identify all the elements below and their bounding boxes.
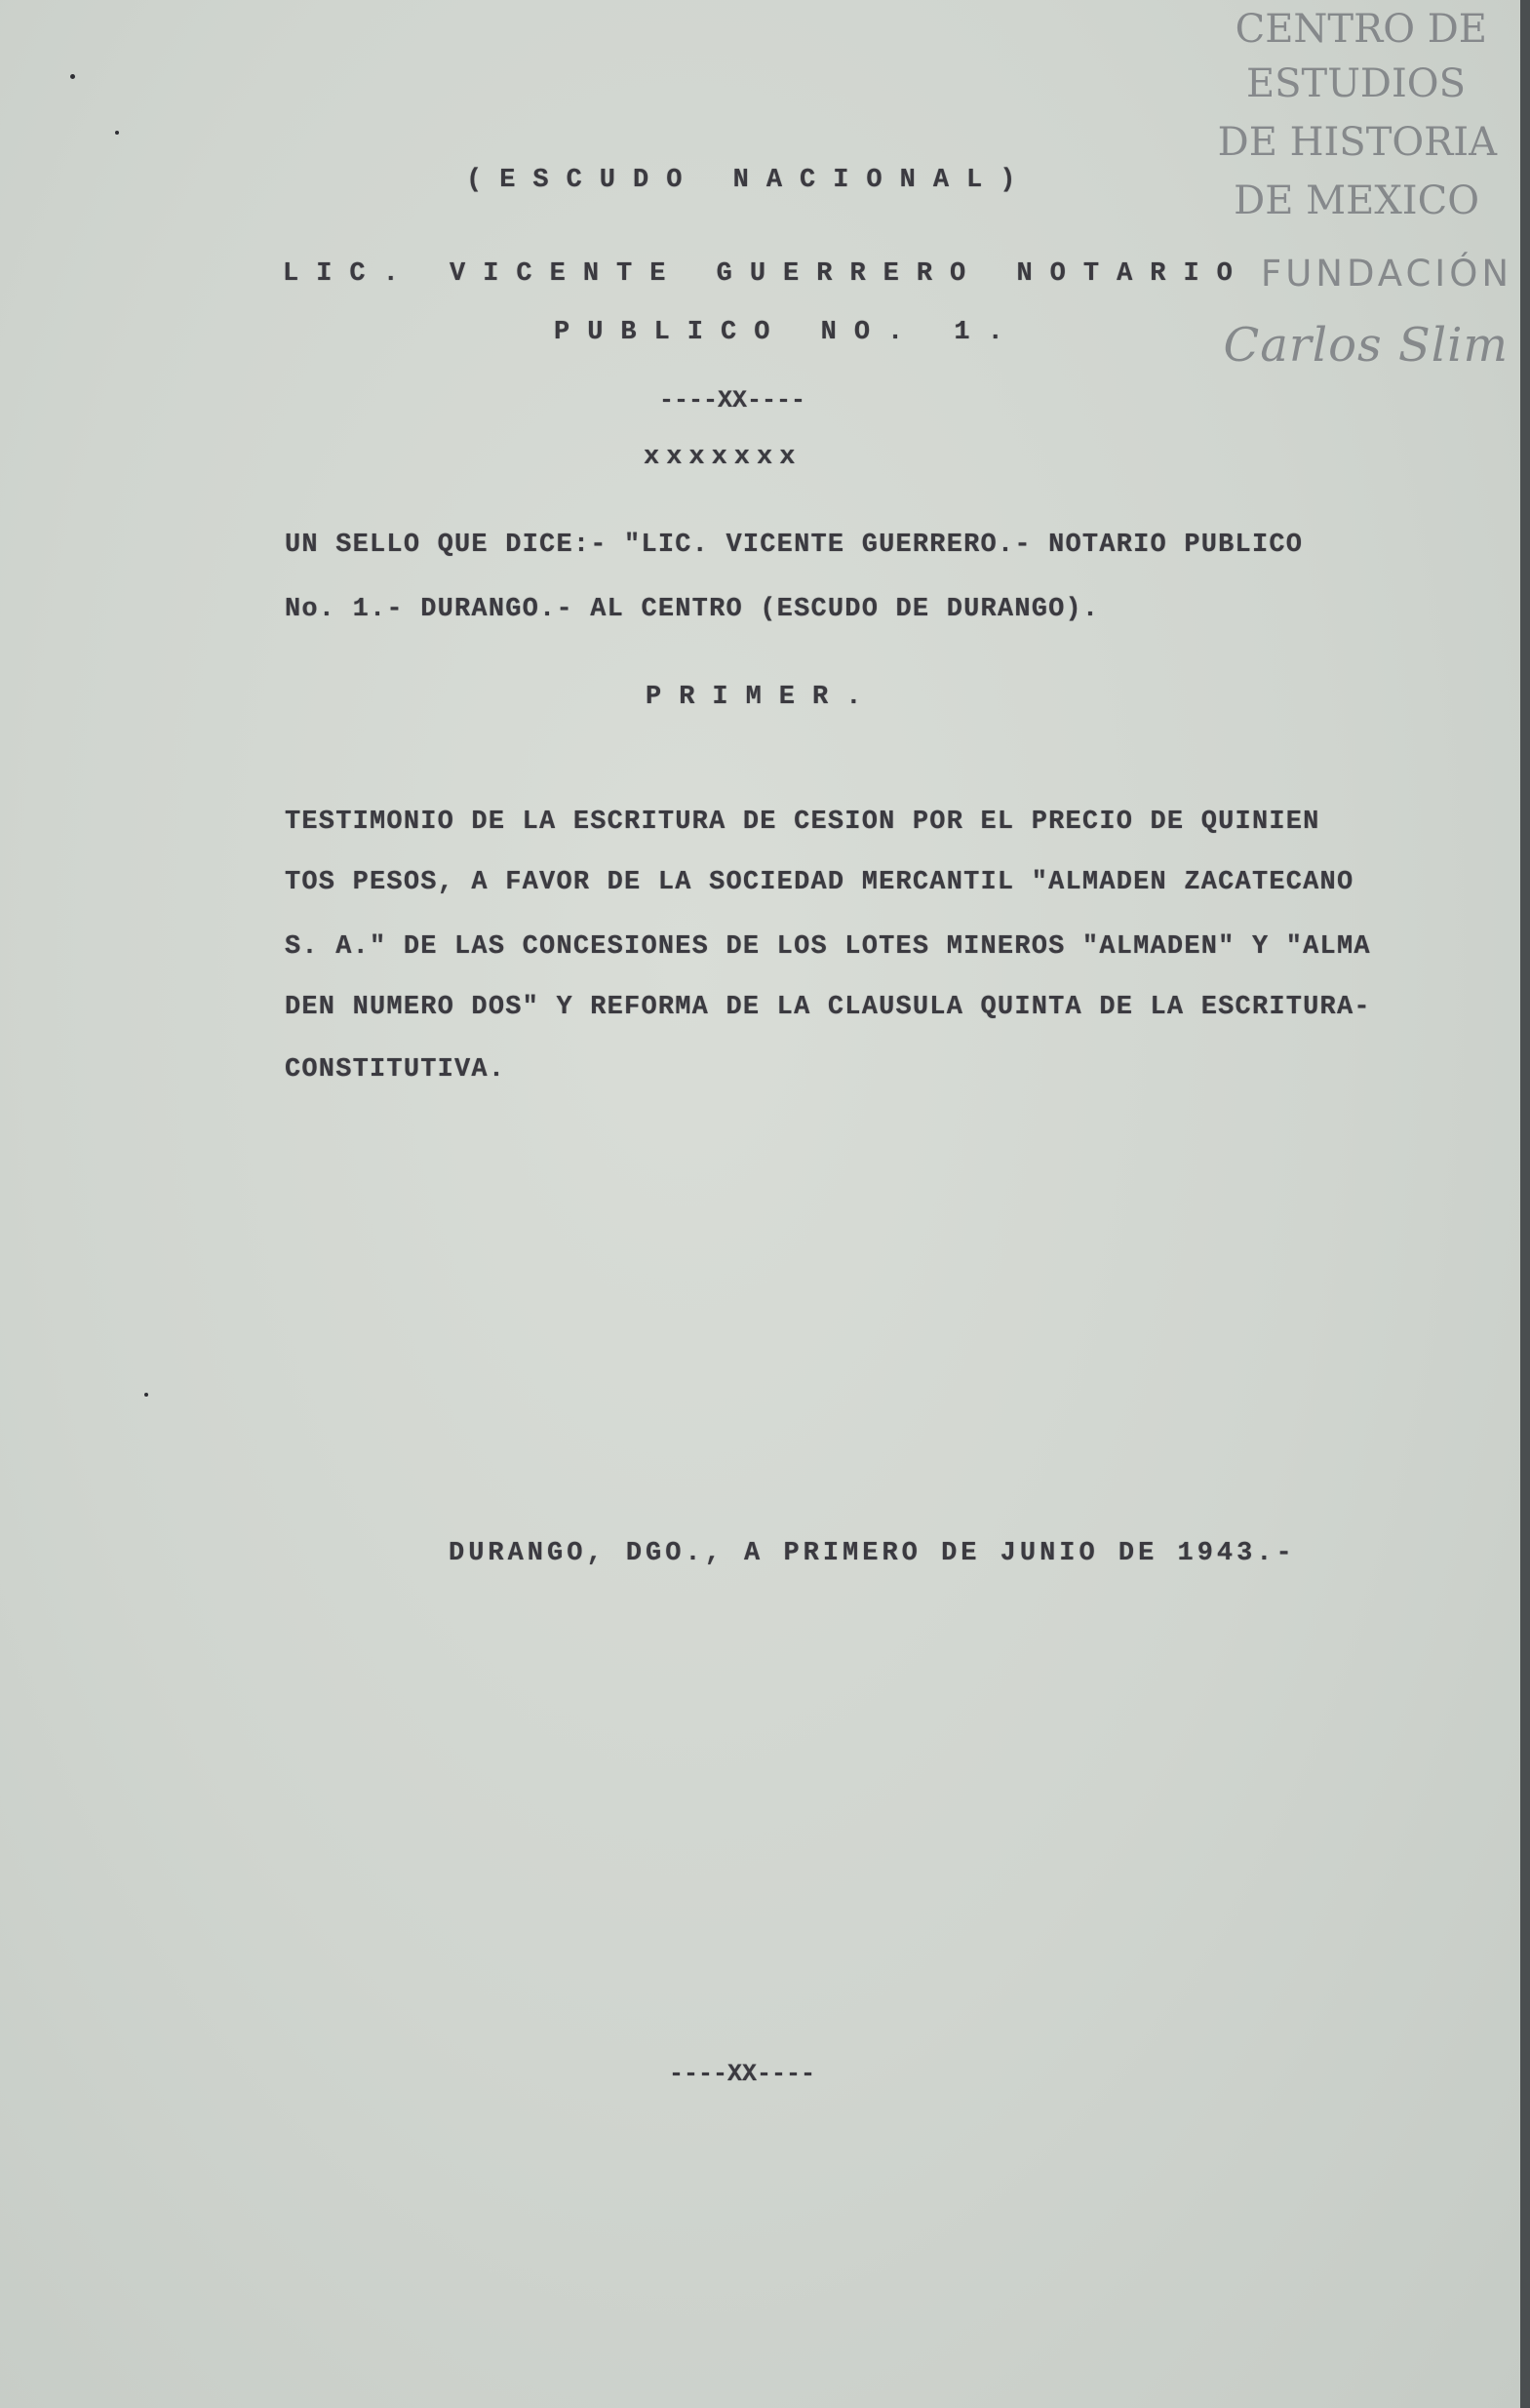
separator-top: ----XX---- [659, 386, 806, 414]
place-and-date: DURANGO, DGO., A PRIMERO DE JUNIO DE 1943.- [449, 1539, 1296, 1568]
watermark-line: DE HISTORIA [1217, 120, 1497, 165]
header-notary-number: PUBLICO NO. 1. [554, 318, 1021, 347]
institution-watermark [1156, 0, 1526, 390]
watermark-line: FUNDACIÓN [1260, 253, 1512, 295]
ink-speck [70, 74, 75, 79]
seal-description-line: UN SELLO QUE DICE:- "LIC. VICENTE GUERRERO.- NOTARIO PUBLICO [285, 531, 1304, 560]
seal-description-line: No. 1.- DURANGO.- AL CENTRO (ESCUDO DE DURANGO). [285, 595, 1100, 624]
body-line: TESTIMONIO DE LA ESCRITURA DE CESION POR EL PRECIO DE QUINIEN [285, 808, 1320, 837]
body-line: S. A." DE LAS CONCESIONES DE LOS LOTES MINEROS "ALMADEN" Y "ALMA [285, 932, 1371, 962]
struck-out-text: xxxxxxx [644, 443, 803, 472]
watermark-line: CENTRO DE [1235, 7, 1487, 52]
watermark-line: ESTUDIOS [1245, 61, 1466, 106]
header-escudo: (ESCUDO NACIONAL) [466, 166, 1034, 195]
separator-bottom: ----XX---- [669, 2060, 816, 2088]
header-notary-name: LIC. VICENTE GUERRERO NOTARIO [283, 259, 1250, 289]
body-line: TOS PESOS, A FAVOR DE LA SOCIEDAD MERCANTIL "ALMADEN ZACATECANO [285, 868, 1354, 897]
ink-speck [115, 131, 119, 135]
watermark-signature: Carlos Slim [1223, 318, 1509, 373]
watermark-line: DE MEXICO [1234, 178, 1479, 223]
ink-speck [144, 1393, 148, 1397]
body-line: DEN NUMERO DOS" Y REFORMA DE LA CLAUSULA QUINTA DE LA ESCRITURA- [285, 993, 1371, 1022]
body-line: CONSTITUTIVA. [285, 1055, 506, 1085]
section-heading: PRIMER. [646, 683, 880, 712]
